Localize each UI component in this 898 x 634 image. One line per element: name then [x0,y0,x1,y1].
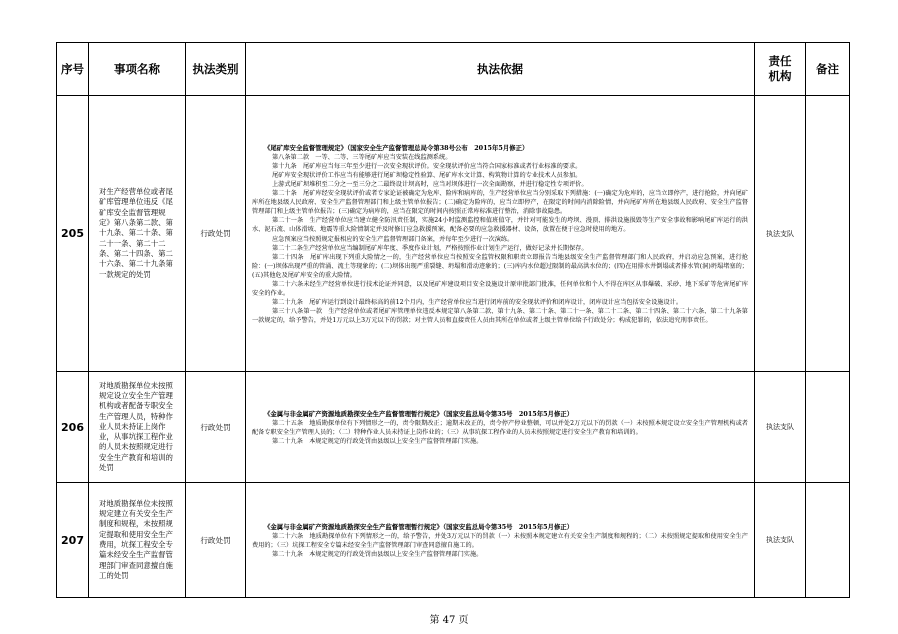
basis-paragraph: 第二十一条 生产经营单位应当建立健全防汛责任制，实施24小时监测监控和值班值守，并针对可能发生的垮坝、漫顶、排洪设施损毁等生产安全事故和影响尾矿库运行的洪水、泥石流、山体滑坡、地震等重大险情制定并及时修订应急救援预案，配备必要的应急救援器材、设备，放置在便于应急时使用的地方。 [252,217,748,234]
header-no: 序号 [57,43,89,96]
basis-paragraph: 第二十二条生产经营单位应当编制尾矿库年度、季度作业计划，严格按照作业计划生产运行，做好记录并长期保存。 [272,244,588,252]
enforcement-table [56,42,850,598]
item-name: 对生产经营单位或者尾矿库管理单位违反《尾矿库安全监督管理规定》第八条第二款、第十九条、第二十条、第二十一条、第二十二条、第二十四条、第二十六条、第二十九条第一款规定的处罚 [99,187,173,279]
basis-paragraph: 第八条第二款 一等、二等、三等尾矿库应当安装在线监测系统。 [272,154,452,162]
table-row [57,483,850,598]
basis-title: 《金属与非金属矿产资源地质勘探安全生产监督管理暂行规定》（国家安监总局令第35号 2015年5月修正） [264,409,574,418]
item-name: 对地质勘探单位未按照规定建立有关安全生产制度和规程，未按照规定提取和使用安全生产费用，坑探工程安全专篇未经安全生产监督管理部门审查同意擅自施工的处罚 [99,498,173,580]
enforcement-type: 行政处罚 [186,372,246,483]
basis-paragraph: 第二十九条 本规定规定的行政处罚由县级以上安全生产监督管理部门实施。 [272,551,483,559]
table-row [57,372,850,483]
row-number: 207 [57,483,89,598]
basis-paragraph: 第二十六条 地质勘探单位有下列情形之一的，给予警告，并处3万元以下的罚款（一）未按照本规定建立有关安全生产制度和规程的；（二）未按照规定提取和使用安全生产费用的；（三）坑探工程安全专篇未经安全生产监督管理部门审查同意擅自施工的。 [252,532,748,549]
basis-paragraph: 尾矿库安全现状评价工作应当有能够进行尾矿坝稳定性验算、尾矿库水文计算、构筑物计算的专业技术人员参加。 [272,172,582,180]
item-name-cell [89,96,186,372]
basis-paragraph: 应急预案应当按照规定报相应的安全生产监督管理部门备案，并每年至少进行一次演练。 [272,235,514,243]
basis-paragraph: 第二十五条 地质勘探单位有下列情形之一的，责令限期改正；逾期未改正的，责令停产停业整顿，可以并处2万元以下的罚款（一）未按照本规定设立安全生产管理机构或者配备专职安全生产管理人员的；（二）特种作业人员未持证上岗作业的；（三）从事坑探工程作业的人员未按照规定进行安全生产教育和培训的。 [252,419,748,436]
header-org-line1: 责任 [768,54,792,68]
basis-paragraph: 第二十四条 尾矿库出现下列重大险情之一的，生产经营单位应当按照安全监管权限和职责立即报告当地县级安全生产监督管理部门和人民政府，并启动应急预案，进行抢险：(一)坝体出现严重的管涌、流土等现象的；(二)坝体出现严重裂缝、坍塌和滑动迹象的；(三)库内水位超过限制的最高洪水位的；(四)在用排水井倒塌或者排水管(洞)坍塌堵塞的；(五)其他危及尾矿库安全的重大险情。 [252,253,748,279]
basis-title: 《金属与非金属矿产资源地质勘探安全生产监督管理暂行规定》（国家安监总局令第35号 2015年5月修正） [264,522,574,531]
basis-paragraph: 第十九条 尾矿库应当每三年至少进行一次安全现状评价。安全现状评价应当符合国家标准或者行业标准的要求。 [272,163,582,171]
header-basis: 执法依据 [246,43,755,96]
header-name: 事项名称 [89,43,186,96]
row-number: 205 [57,96,89,372]
responsible-org: 执法支队 [755,483,806,598]
enforcement-type: 行政处罚 [186,483,246,598]
responsible-org: 执法支队 [755,96,806,372]
basis-cell [246,372,755,483]
basis-paragraph: 第三十八条第一款 生产经营单位或者尾矿库管理单位违反本规定第八条第二款、第十九条、第二十条、第二十一条、第二十二条、第二十四条、第二十六条、第二十九条第一款规定的，给予警告，并处1万元以上3万元以下的罚款；对主管人员和直接责任人员由其所在单位或者上级主管单位给予行政处分；构成犯罪的，依法追究刑事责任。 [252,307,748,324]
basis-paragraph: 第二十条 尾矿库经安全现状评价或者专家论证被确定为危库、险库和病库的，生产经营单位应当分别采取下列措施：(一)确定为危库的，应当立即停产，进行抢险，并向尾矿库所在地县级人民政府、安全生产监督管理部门和上级主管单位报告；(二)确定为险库的，应当立即停产，在限定的时间内消除险情，并向尾矿库所在地县级人民政府、安全生产监督管理部门和上级主管单位报告；(三)确定为病库的，应当在限定的时间内按照正常库标准进行整治，消除事故隐患。 [252,190,748,216]
row-number: 206 [57,372,89,483]
header-org [755,43,806,96]
note-cell [806,372,850,483]
header-org-line2: 机构 [768,69,792,83]
header-type: 执法类别 [186,43,246,96]
header-note: 备注 [806,43,850,96]
basis-paragraph: 上游式尾矿坝堆积至二分之一至三分之二最终设计坝高时，应当对坝体进行一次全面勘察，并进行稳定性专项评价。 [272,181,588,189]
item-name: 对地质勘探单位未按照规定设立安全生产管理机构或者配备专职安全生产管理人员，特种作业人员未持证上岗作业，从事坑探工程作业的人员未按照规定进行安全生产教育和培训的处罚 [99,380,173,473]
item-name-cell [89,372,186,483]
basis-paragraph: 第二十九条 尾矿库运行到设计最终标高的前12个月内，生产经营单位应当进行闭库前的安全现状评价和闭库设计，闭库设计应当包括安全设施设计。 [272,298,683,306]
table-row [57,96,850,372]
table-header-row [57,43,850,96]
basis-paragraph: 第二十六条未经生产经营单位进行技术论证并同意，以及尾矿库建设项目安全设施设计原审批部门批准，任何单位和个人不得在库区从事爆破、采砂、地下采矿等危害尾矿库安全的作业。 [252,280,748,297]
responsible-org: 执法支队 [755,372,806,483]
note-cell [806,96,850,372]
item-name-cell [89,483,186,598]
basis-title: 《尾矿库安全监督管理规定》（国家安全生产监督管理总局令第38号公布 2015年5月修正） [264,144,529,153]
basis-cell [246,483,755,598]
note-cell [806,483,850,598]
page-number: 第 47 页 [429,615,469,626]
basis-paragraph: 第二十九条 本规定规定的行政处罚由县级以上安全生产监督管理部门实施。 [272,438,483,446]
enforcement-type: 行政处罚 [186,96,246,372]
basis-cell [246,96,755,372]
